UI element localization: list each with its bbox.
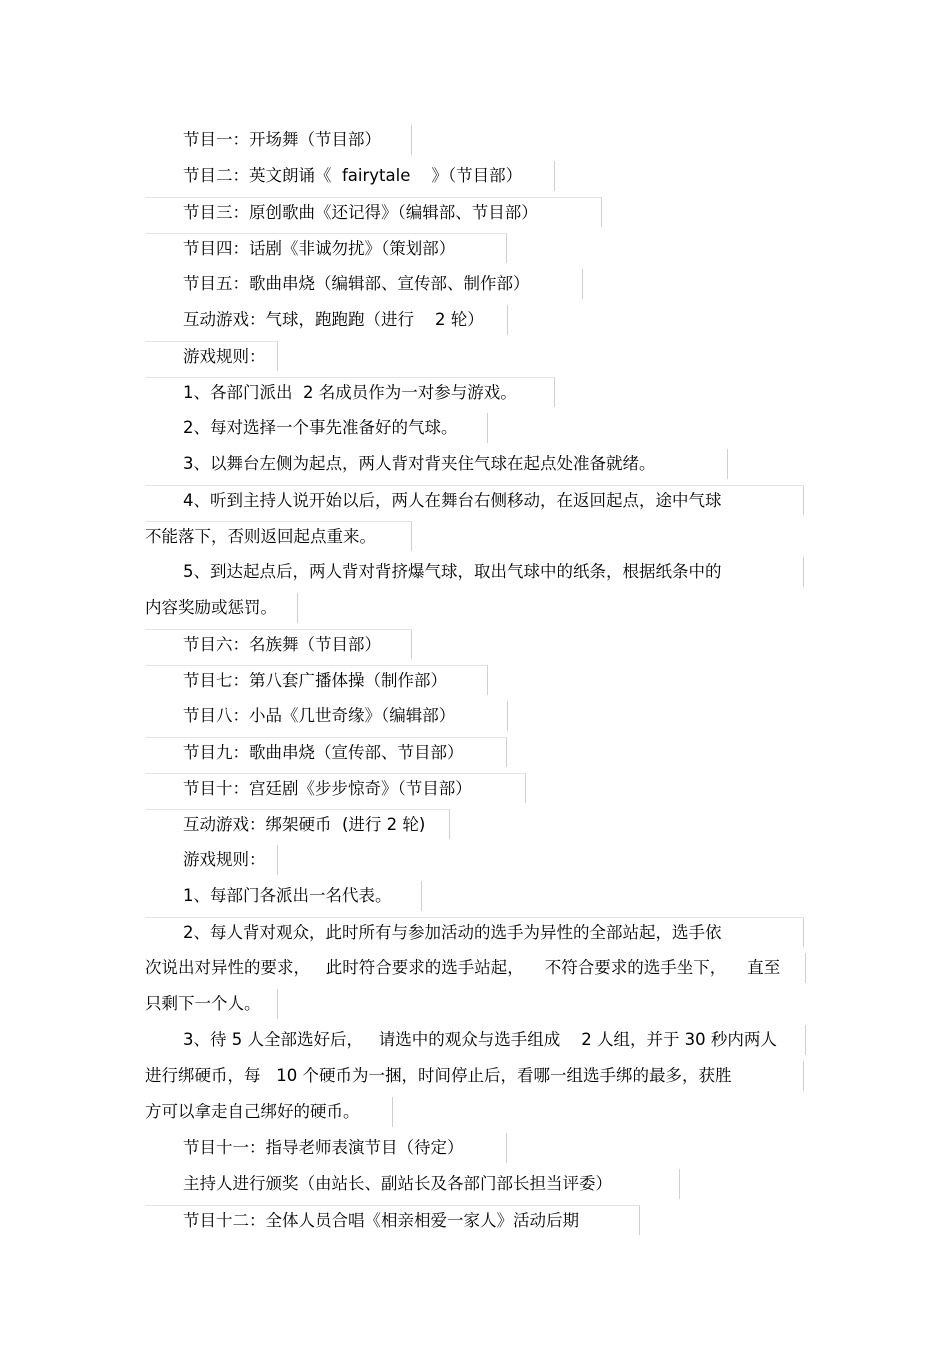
text-line: 游戏规则： bbox=[145, 341, 278, 371]
text-line: 节目三：原创歌曲《还记得》（编辑部、节目部） bbox=[145, 197, 602, 227]
text-line: 节目十二：全体人员合唱《相亲相爱一家人》活动后期 bbox=[145, 1205, 640, 1235]
text-line: 1、每部门各派出一名代表。 bbox=[183, 881, 422, 911]
text-line: 只剩下一个人。 bbox=[145, 989, 278, 1019]
text-line: 2、每对选择一个事先准备好的气球。 bbox=[183, 413, 488, 443]
text-line: 互动游戏：气球，跑跑跑（进行 2 轮） bbox=[183, 305, 508, 335]
text-line: 次说出对异性的要求， 此时符合要求的选手站起， 不符合要求的选手坐下， 直至 bbox=[145, 953, 806, 983]
text-line: 节目五：歌曲串烧（编辑部、宣传部、制作部） bbox=[183, 269, 583, 299]
text-line: 节目一：开场舞（节目部） bbox=[183, 125, 412, 155]
text-line: 节目二：英文朗诵《 fairytale 》（节目部） bbox=[183, 161, 555, 191]
text-line: 节目九：歌曲串烧（宣传部、节目部） bbox=[145, 737, 507, 767]
text-line: 进行绑硬币，每 10 个硬币为一捆，时间停止后，看哪一组选手绑的最多，获胜 bbox=[145, 1061, 804, 1091]
text-line: 节目六：名族舞（节目部） bbox=[145, 629, 412, 659]
text-line: 节目四：话剧《非诚勿扰》（策划部） bbox=[145, 233, 507, 263]
text-line: 内容奖励或惩罚。 bbox=[145, 593, 298, 623]
text-line: 4、听到主持人说开始以后，两人在舞台右侧移动，在返回起点，途中气球 bbox=[145, 485, 804, 515]
text-line: 节目八：小品《几世奇缘》（编辑部） bbox=[183, 701, 508, 731]
text-line: 互动游戏：绑架硬币 (进行 2 轮) bbox=[145, 809, 450, 839]
text-line: 节目十一：指导老师表演节目（待定） bbox=[183, 1133, 507, 1163]
text-line: 方可以拿走自己绑好的硬币。 bbox=[145, 1097, 393, 1127]
text-line: 主持人进行颁奖（由站长、副站长及各部门部长担当评委） bbox=[183, 1169, 680, 1199]
text-line: 不能落下，否则返回起点重来。 bbox=[145, 521, 412, 551]
text-line: 2、每人背对观众，此时所有与参加活动的选手为异性的全部站起，选手依 bbox=[145, 917, 804, 947]
text-line: 1、各部门派出 2 名成员作为一对参与游戏。 bbox=[145, 377, 555, 407]
text-line: 节目七：第八套广播体操（制作部） bbox=[145, 665, 488, 695]
text-line: 游戏规则： bbox=[183, 845, 278, 875]
text-line: 3、待 5 人全部选好后， 请选中的观众与选手组成 2 人组，并于 30 秒内两人 bbox=[183, 1025, 806, 1055]
text-line: 3、以舞台左侧为起点，两人背对背夹住气球在起点处准备就绪。 bbox=[183, 449, 728, 479]
text-line: 5、到达起点后，两人背对背挤爆气球，取出气球中的纸条，根据纸条中的 bbox=[183, 557, 804, 587]
text-line: 节目十：宫廷剧《步步惊奇》（节目部） bbox=[145, 773, 526, 803]
